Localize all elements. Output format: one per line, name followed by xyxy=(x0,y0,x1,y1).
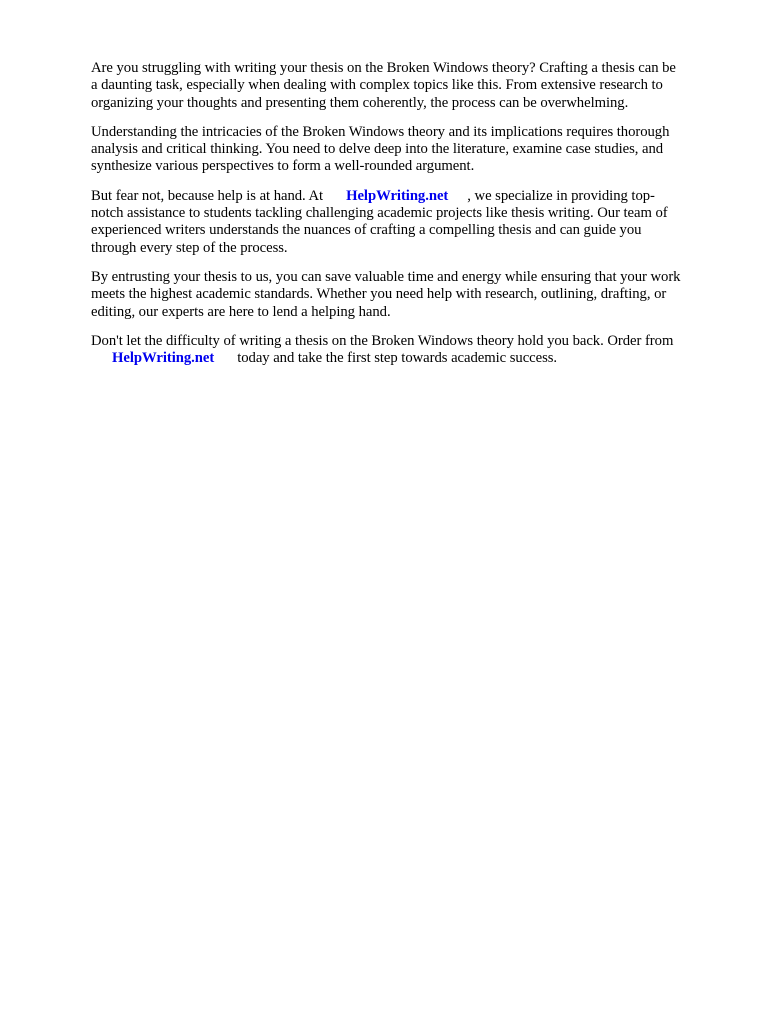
text-line-with-link xyxy=(91,350,723,367)
text-line: organizing your thoughts and presenting them coherently, the process can be overwhelming. xyxy=(91,94,629,111)
helpwriting-link[interactable]: HelpWriting.net xyxy=(346,187,449,204)
text-fragment: , we specialize in providing top- xyxy=(467,187,655,204)
text-line: Are you struggling with writing your thesis on the Broken Windows theory? Crafting a thesis can be xyxy=(91,60,676,76)
paragraph-closing xyxy=(91,333,723,368)
text-fragment: today and take the first step towards academic success. xyxy=(237,350,558,367)
helpwriting-link[interactable]: HelpWriting.net xyxy=(112,350,215,367)
paragraph-intro xyxy=(91,60,723,112)
text-line: notch assistance to students tackling challenging academic projects like thesis writing. Our team of xyxy=(91,205,668,222)
text-line: Understanding the intricacies of the Broken Windows theory and its implications requires thorough xyxy=(91,123,670,140)
text-fragment: But fear not, because help is at hand. At xyxy=(91,187,324,204)
text-line: Don't let the difficulty of writing a thesis on the Broken Windows theory hold you back. Order from xyxy=(91,332,674,349)
paragraph-entrusting xyxy=(91,269,723,321)
text-line: editing, our experts are here to lend a helping hand. xyxy=(91,303,391,320)
text-line-with-link xyxy=(91,188,723,205)
paragraph-help xyxy=(91,188,723,257)
text-line: By entrusting your thesis to us, you can save valuable time and energy while ensuring that your work xyxy=(91,268,681,285)
paragraph-understanding xyxy=(91,124,723,176)
document-body xyxy=(91,60,723,379)
text-line: meets the highest academic standards. Whether you need help with research, outlining, drafting, or xyxy=(91,286,667,303)
text-line: synthesize various perspectives to form a well-rounded argument. xyxy=(91,158,475,175)
text-line: analysis and critical thinking. You need to delve deep into the literature, examine case studies, and xyxy=(91,141,664,158)
text-line: a daunting task, especially when dealing with complex topics like this. From extensive research to xyxy=(91,77,663,94)
text-line: experienced writers understands the nuances of crafting a compelling thesis and can guide you xyxy=(91,222,642,239)
text-line: through every step of the process. xyxy=(91,239,288,256)
